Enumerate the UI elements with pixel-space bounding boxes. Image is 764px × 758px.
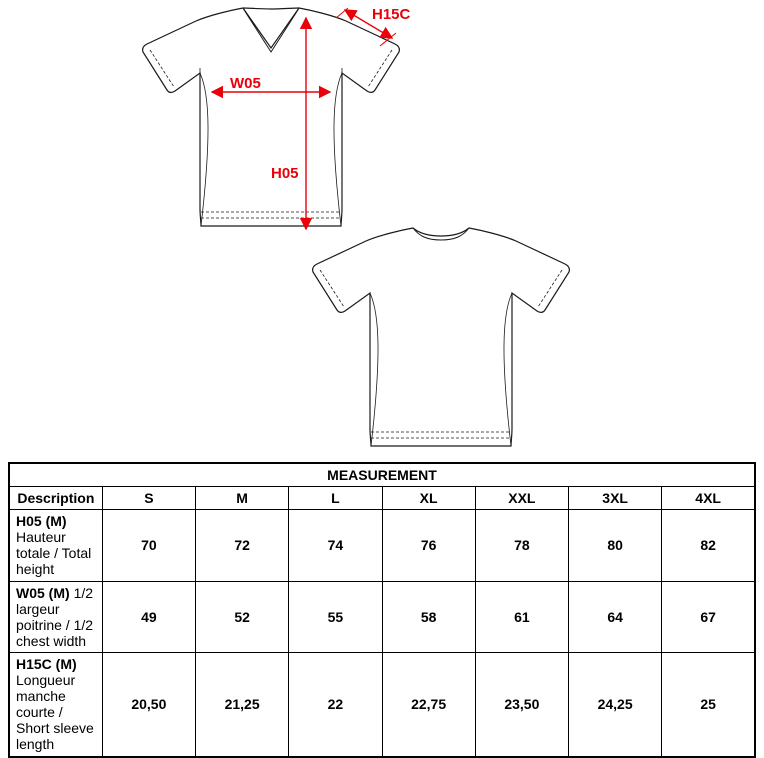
row-code-w05: W05 (M) — [16, 584, 70, 601]
column-header-size-l: L — [289, 487, 382, 510]
label-w05: W05 — [230, 75, 261, 92]
cell-h05-3xl: 80 — [569, 510, 662, 581]
cell-h15c-xxl: 23,50 — [475, 652, 568, 756]
row-code-h15c: H15C (M) — [16, 655, 77, 672]
label-h15c: H15C — [372, 6, 411, 23]
cell-h05-xl: 76 — [382, 510, 475, 581]
cell-w05-3xl: 64 — [569, 581, 662, 652]
table-header-row — [9, 487, 755, 510]
t-shirt-front-view — [143, 8, 400, 226]
cell-w05-4xl: 67 — [662, 581, 755, 652]
row-description-h15c — [9, 652, 102, 756]
column-header-description: Description — [9, 487, 102, 510]
table-row — [9, 510, 755, 581]
column-header-size-3xl: 3XL — [569, 487, 662, 510]
table-title: MEASUREMENT — [9, 463, 755, 487]
t-shirt-back-view — [313, 228, 570, 446]
table-row — [9, 581, 755, 652]
cell-h15c-3xl: 24,25 — [569, 652, 662, 756]
measurement-table — [8, 462, 756, 758]
cell-h05-4xl: 82 — [662, 510, 755, 581]
cell-h15c-s: 20,50 — [102, 652, 195, 756]
cell-h05-m: 72 — [196, 510, 289, 581]
row-text-w05: 1/2 largeur poitrine / 1/2 chest width — [16, 584, 94, 649]
column-header-size-xl: XL — [382, 487, 475, 510]
cell-h15c-4xl: 25 — [662, 652, 755, 756]
label-h05: H05 — [271, 165, 299, 182]
cell-w05-m: 52 — [196, 581, 289, 652]
column-header-size-s: S — [102, 487, 195, 510]
cell-h05-xxl: 78 — [475, 510, 568, 581]
cell-w05-l: 55 — [289, 581, 382, 652]
cell-h15c-xl: 22,75 — [382, 652, 475, 756]
row-text-h05: Hauteur totale / Total height — [16, 529, 92, 578]
measurement-table-container — [8, 462, 756, 758]
column-header-size-m: M — [196, 487, 289, 510]
row-code-h05: H05 (M) — [16, 513, 67, 530]
cell-w05-xxl: 61 — [475, 581, 568, 652]
cell-h05-s: 70 — [102, 510, 195, 581]
table-title-row — [9, 463, 755, 487]
cell-h15c-m: 21,25 — [196, 652, 289, 756]
row-text-h15c: Longueur manche courte / Short sleeve length — [16, 672, 94, 753]
cell-h05-l: 74 — [289, 510, 382, 581]
cell-w05-xl: 58 — [382, 581, 475, 652]
row-description-h05 — [9, 510, 102, 581]
cell-w05-s: 49 — [102, 581, 195, 652]
column-header-size-xxl: XXL — [475, 487, 568, 510]
table-row — [9, 652, 755, 756]
row-description-w05 — [9, 581, 102, 652]
cell-h15c-l: 22 — [289, 652, 382, 756]
column-header-size-4xl: 4XL — [662, 487, 755, 510]
